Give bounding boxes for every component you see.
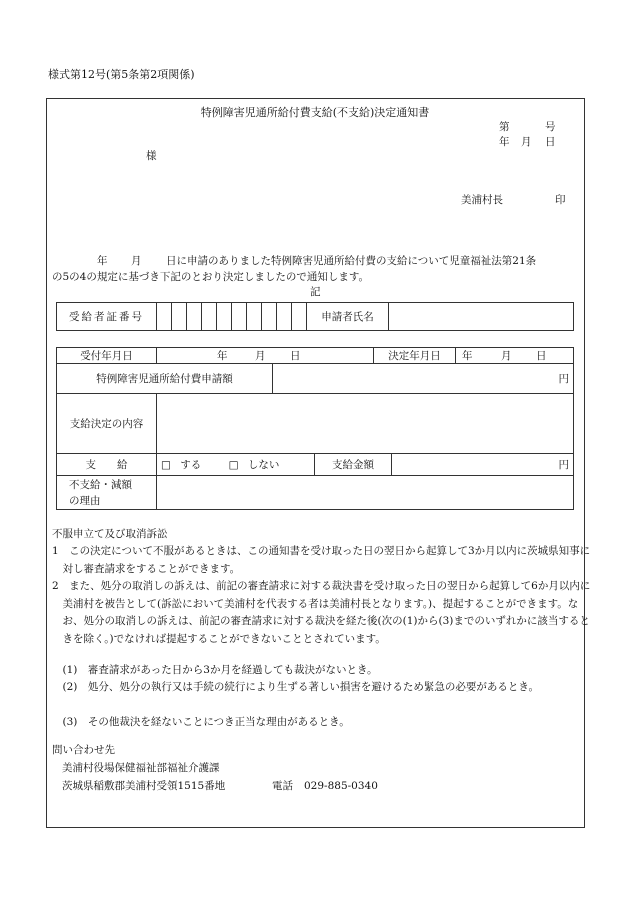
issue-date-month: 月 [521, 136, 532, 148]
payment-amount-label: 支給金額 [315, 454, 392, 476]
received-date-day: 日 [290, 349, 301, 362]
doc-number-go: 号 [545, 121, 556, 133]
appeal-item-2: 2 また、処分の取消しの訴えは、前記の審査請求に対する裁決書を受け取った日の翌日から起算して6か月以内に美浦村を被告として(訴訟において美浦村を代表する者は美浦村長となります。)、提起することができます。なお、処分の取消しの訴えは、前記の審査請求に対する裁決を経た後(次の(1)から(3)までのいずれかに該当するときを除く。)でなければ提起することができないこととされています。 [52, 580, 591, 645]
appeal-sub-3: (3) その他裁決を経ないことにつき正当な理由があるとき。 [62, 716, 350, 728]
decision-date-month: 月 [501, 349, 512, 362]
recipient-table [56, 302, 574, 331]
recipient-number-digit[interactable] [292, 303, 307, 331]
recipient-number-label: 受給者証番号 [57, 303, 157, 331]
application-amount-yen: 円 [558, 373, 570, 385]
non-payment-reason-label-line2: の理由 [69, 494, 101, 507]
intro-text-line2: の5の4の規定に基づき下記のとおり決定しましたので通知します。 [52, 271, 370, 283]
application-amount-label: 特例障害児通所給付費申請額 [57, 364, 273, 394]
ki-label: 記 [310, 286, 321, 298]
appeal-sub-2: (2) 処分、処分の執行又は手続の続行により生ずる著しい損害を避けるため緊急の必要があるとき。 [62, 681, 539, 693]
decision-content-field[interactable] [157, 394, 574, 454]
contact-heading: 問い合わせ先 [52, 744, 115, 756]
appeal-heading: 不服申立て及び取消訴訟 [52, 528, 168, 540]
received-date-year: 年 [217, 349, 228, 362]
intro-year: 年 [97, 255, 108, 267]
recipient-number-digit[interactable] [262, 303, 277, 331]
contact-phone: 029-885-0340 [304, 780, 378, 792]
payment-do-checkbox[interactable]: □ [161, 459, 171, 471]
decision-table [56, 347, 574, 510]
decision-date-field[interactable] [456, 348, 574, 364]
recipient-number-digit[interactable] [247, 303, 262, 331]
recipient-number-digit[interactable] [187, 303, 202, 331]
decision-content-label: 支給決定の内容 [57, 394, 157, 454]
payment-choice [157, 454, 315, 476]
application-amount-field[interactable] [273, 364, 574, 394]
contact-department: 美浦村役場保健福祉部福祉介護課 [62, 762, 220, 774]
recipient-number-digit[interactable] [202, 303, 217, 331]
recipient-number-digit[interactable] [157, 303, 172, 331]
decision-date-day: 日 [536, 349, 547, 362]
appeal-item-1: 1 この決定について不服があるときは、この通知書を受け取った日の翌日から起算して3か月以内に茨城県知事に対し審査請求をすることができます。 [52, 545, 591, 575]
received-date-field[interactable] [157, 348, 374, 364]
non-payment-reason-field[interactable] [157, 476, 574, 510]
issuer-name: 美浦村長 [461, 194, 503, 206]
payment-amount-yen: 円 [558, 459, 570, 471]
issue-date-year: 年 [499, 136, 510, 148]
payment-dont-label: しない [247, 459, 280, 471]
intro-month: 月 [131, 255, 142, 267]
non-payment-reason-label-line1: 不支給・減額 [69, 478, 132, 491]
intro-text-line1: 日に申請のありました特例障害児通所給付費の支給について児童福祉法第21条 [166, 255, 537, 267]
appeal-sub-1: (1) 審査請求があった日から3か月を経過しても裁決がないとき。 [62, 664, 378, 676]
issue-date-day: 日 [545, 136, 556, 148]
recipient-number-digit[interactable] [232, 303, 247, 331]
recipient-number-digit[interactable] [172, 303, 187, 331]
addressee-suffix: 様 [146, 150, 157, 162]
doc-number-dai: 第 [499, 121, 510, 133]
decision-date-year: 年 [462, 349, 473, 362]
contact-address: 茨城県稲敷郡美浦村受領1515番地 [62, 780, 226, 792]
decision-date-label: 決定年月日 [374, 348, 456, 364]
contact-phone-label: 電話 [272, 780, 293, 792]
non-payment-reason-label [57, 476, 157, 510]
recipient-number-digit[interactable] [277, 303, 292, 331]
received-date-label: 受付年月日 [57, 348, 157, 364]
received-date-month: 月 [255, 349, 266, 362]
payment-amount-field[interactable] [392, 454, 574, 476]
applicant-name-field[interactable] [389, 303, 574, 331]
document-title: 特例障害児通所給付費支給(不支給)決定通知書 [200, 106, 430, 119]
issuer-seal: 印 [555, 194, 566, 206]
form-number: 様式第12号(第5条第2項関係) [48, 68, 195, 81]
applicant-name-label: 申請者氏名 [307, 303, 389, 331]
recipient-number-digit[interactable] [217, 303, 232, 331]
payment-label: 支 給 [57, 454, 157, 476]
payment-do-label: する [180, 459, 202, 471]
payment-dont-checkbox[interactable]: □ [228, 459, 239, 471]
